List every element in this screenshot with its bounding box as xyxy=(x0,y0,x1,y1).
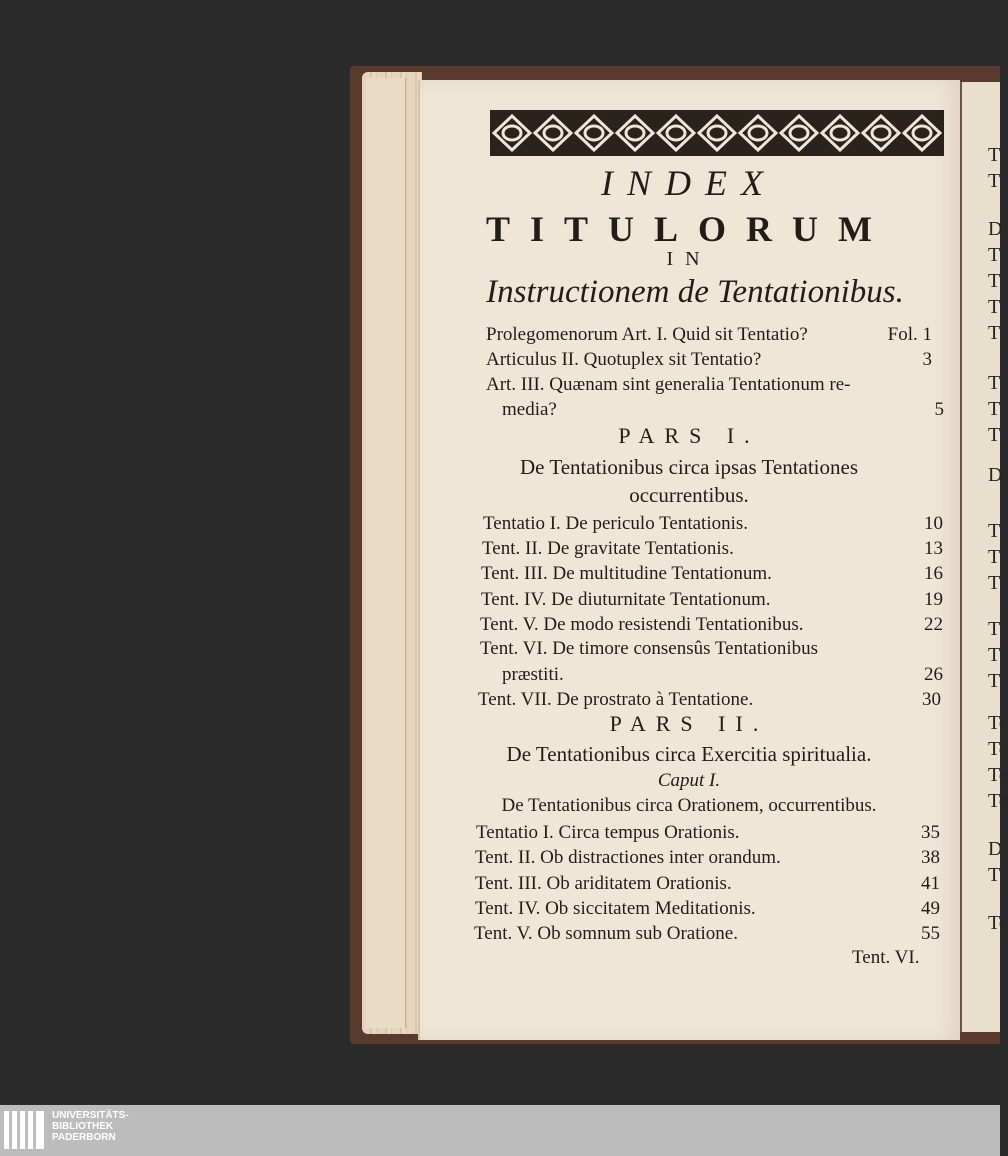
pars-1-subtitle-cont: occurrentibus. xyxy=(629,483,749,507)
facing-page-letter: T xyxy=(988,270,1001,292)
heading-subject: Instructionem de Tentationibus. xyxy=(486,274,904,310)
facing-page-letter: T xyxy=(988,170,1001,192)
facing-page-letter: T xyxy=(988,644,1001,666)
facing-page-letter: T xyxy=(988,296,1001,318)
toc-entry-label: Art. III. Quænam sint generalia Tentationum re- xyxy=(486,374,851,395)
toc-entry-label: Tent. IV. Ob siccitatem Meditationis. xyxy=(475,898,756,919)
facing-page-letter: T xyxy=(988,398,1001,420)
caput-heading: Caput I. xyxy=(657,770,721,791)
pars-2-heading: PARS II. xyxy=(609,711,769,736)
toc-entry-page: 49 xyxy=(921,898,940,919)
toc-entry-label: Tent. VI. De timore consensûs Tentationibus xyxy=(480,638,819,659)
toc-entry-page: 3 xyxy=(922,349,932,370)
toc-entry-label: Tent. V. Ob somnum sub Oratione. xyxy=(474,923,738,944)
ornament-border xyxy=(490,110,944,156)
toc-entry-page: 41 xyxy=(921,873,940,894)
toc-entry-label: Tent. IV. De diuturnitate Tentationum. xyxy=(481,589,771,610)
library-name-line: UNIVERSITÄTS- xyxy=(52,1110,129,1121)
toc-entry-label: Tent. II. Ob distractiones inter orandum. xyxy=(475,847,781,868)
facing-page xyxy=(960,82,1008,1032)
facing-page-letter: T xyxy=(988,670,1001,692)
heading-index: INDEX xyxy=(601,163,777,203)
page-fore-edge xyxy=(366,78,406,1028)
toc-entry-label: Tentatio I. Circa tempus Orationis. xyxy=(476,822,740,843)
toc-entry-label: media? xyxy=(502,399,557,420)
library-name-line: BIBLIOTHEK xyxy=(52,1121,114,1132)
toc-entry-page: Fol. 1 xyxy=(887,324,932,345)
facing-page-letter: T xyxy=(988,244,1001,266)
toc-entry-page: 16 xyxy=(924,563,943,584)
toc-entry-page: 22 xyxy=(924,614,943,635)
library-name-line: PADERBORN xyxy=(52,1132,116,1143)
toc-entry-page: 26 xyxy=(924,664,943,685)
toc-entry-page: 19 xyxy=(924,589,943,610)
toc-entry-label: Tentatio I. De periculo Tentationis. xyxy=(483,513,749,534)
toc-entry-page: 5 xyxy=(934,399,944,420)
facing-page-letter: T xyxy=(988,424,1001,446)
facing-page-letter: Te xyxy=(988,912,1008,934)
toc-entry-page: 10 xyxy=(924,513,943,534)
facing-page-letter: T xyxy=(988,546,1001,568)
toc-entry-page: 13 xyxy=(924,538,943,559)
facing-page-letter: Te xyxy=(988,712,1008,734)
toc-entry-label: Articulus II. Quotuplex sit Tentatio? xyxy=(486,349,762,370)
catchword: Tent. VI. xyxy=(852,947,920,968)
caput-subtitle: De Tentationibus circa Orationem, occurrentibus. xyxy=(501,795,877,816)
facing-page-letter: T xyxy=(988,864,1001,886)
toc-entry-label: Prolegomenorum Art. I. Quid sit Tentatio? xyxy=(486,324,808,345)
facing-page-letter: T xyxy=(988,618,1001,640)
facing-page-letter: T xyxy=(988,372,1001,394)
facing-page-letter: D xyxy=(988,838,1003,860)
facing-page-letter: D xyxy=(988,464,1003,486)
facing-page-letter: T xyxy=(988,144,1001,166)
facing-page-letter: Te xyxy=(988,764,1008,786)
facing-page-letter: T xyxy=(988,520,1001,542)
toc-entry-page: 35 xyxy=(921,822,940,843)
toc-entry-label: Tent. VII. De prostrato à Tentatione. xyxy=(478,689,754,710)
facing-page-letter: T xyxy=(988,322,1001,344)
toc-entry-label: præstiti. xyxy=(502,664,564,685)
toc-entry-page: 55 xyxy=(921,923,940,944)
pars-1-heading: PARS I. xyxy=(618,423,760,448)
toc-entry-label: Tent. V. De modo resistendi Tentationibus. xyxy=(480,614,804,635)
toc-entry-label: Tent. III. Ob ariditatem Orationis. xyxy=(475,873,732,894)
pars-1-subtitle: De Tentationibus circa ipsas Tentationes xyxy=(519,455,859,479)
facing-page-letter: Te xyxy=(988,738,1008,760)
library-logo-icon xyxy=(4,1111,48,1149)
toc-entry-page: 38 xyxy=(921,847,940,868)
toc-entry-page: 30 xyxy=(922,689,941,710)
facing-page-letter: T xyxy=(988,572,1001,594)
heading-in: IN xyxy=(666,248,712,270)
heading-titulorum: TITULORUM xyxy=(485,209,893,249)
library-name xyxy=(52,1110,129,1143)
toc-entry-label: Tent. III. De multitudine Tentationum. xyxy=(481,563,772,584)
library-footer-bar xyxy=(0,1105,1000,1156)
toc-entry-label: Tent. II. De gravitate Tentationis. xyxy=(482,538,734,559)
facing-page-letter: D xyxy=(988,218,1003,240)
pars-2-subtitle: De Tentationibus circa Exercitia spiritualia. xyxy=(506,742,872,766)
facing-page-letter: Te xyxy=(988,790,1008,812)
